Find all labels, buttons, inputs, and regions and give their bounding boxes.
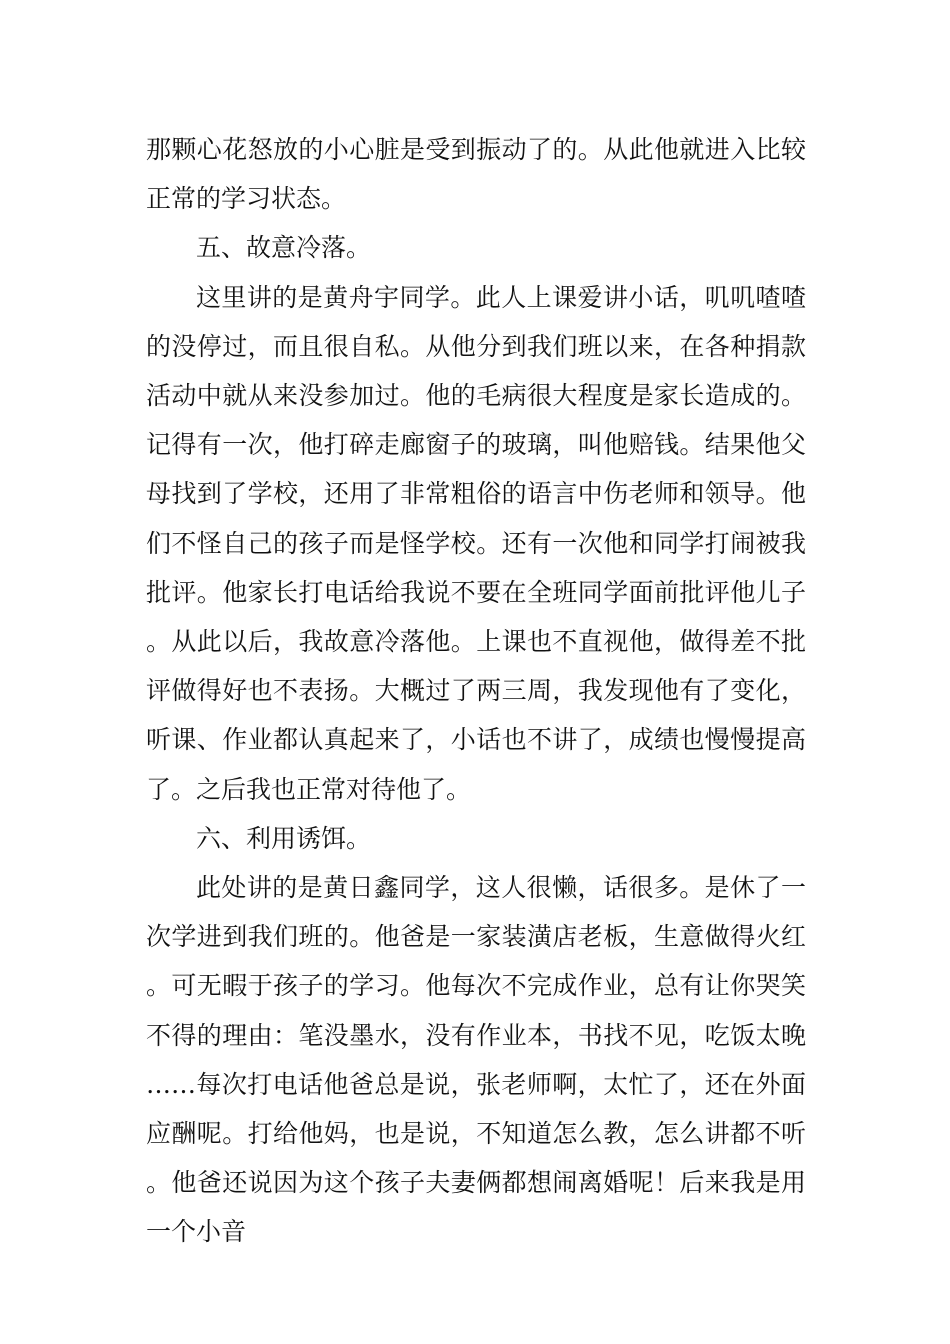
section-heading-five: 五、故意冷落。	[196, 233, 372, 263]
document-body	[146, 125, 806, 1257]
paragraph-continuation: 那颗心花怒放的小心脏是受到振动了的。从此他就进入比较正常的学习状态。	[146, 135, 806, 214]
paragraph-huang-zhouyu: 这里讲的是黄舟宇同学。此人上课爱讲小话，叽叽喳喳的没停过，而且很自私。从他分到我们班以来，在各种捐款活动中就从来没参加过。他的毛病很大程度是家长造成的。记得有一次，他打碎走廊窗子的玻璃，叫他赔钱。结果他父母找到了学校，还用了非常粗俗的语言中伤老师和领导。他们不怪自己的孩子而是怪学校。还有一次他和同学打闹被我批评。他家长打电话给我说不要在全班同学面前批评他儿子。从此以后，我故意冷落他。上课也不直视他，做得差不批评做得好也不表扬。大概过了两三周，我发现他有了变化，听课、作业都认真起来了，小话也不讲了，成绩也慢慢提高了。之后我也正常对待他了。	[146, 282, 806, 804]
paragraph-huang-rixin: 此处讲的是黄日鑫同学，这人很懒，话很多。是休了一次学进到我们班的。他爸是一家装潢店老板，生意做得火红。可无暇于孩子的学习。他每次不完成作业，总有让你哭笑不得的理由：笔没墨水，没有作业本，书找不见，吃饭太晚……每次打电话他爸总是说，张老师啊，太忙了，还在外面应酬呢。打给他妈，也是说，不知道怎么教，怎么讲都不听。他爸还说因为这个孩子夫妻俩都想闹离婚呢！后来我是用一个小音	[146, 873, 806, 1247]
section-heading-six: 六、利用诱饵。	[196, 823, 372, 853]
